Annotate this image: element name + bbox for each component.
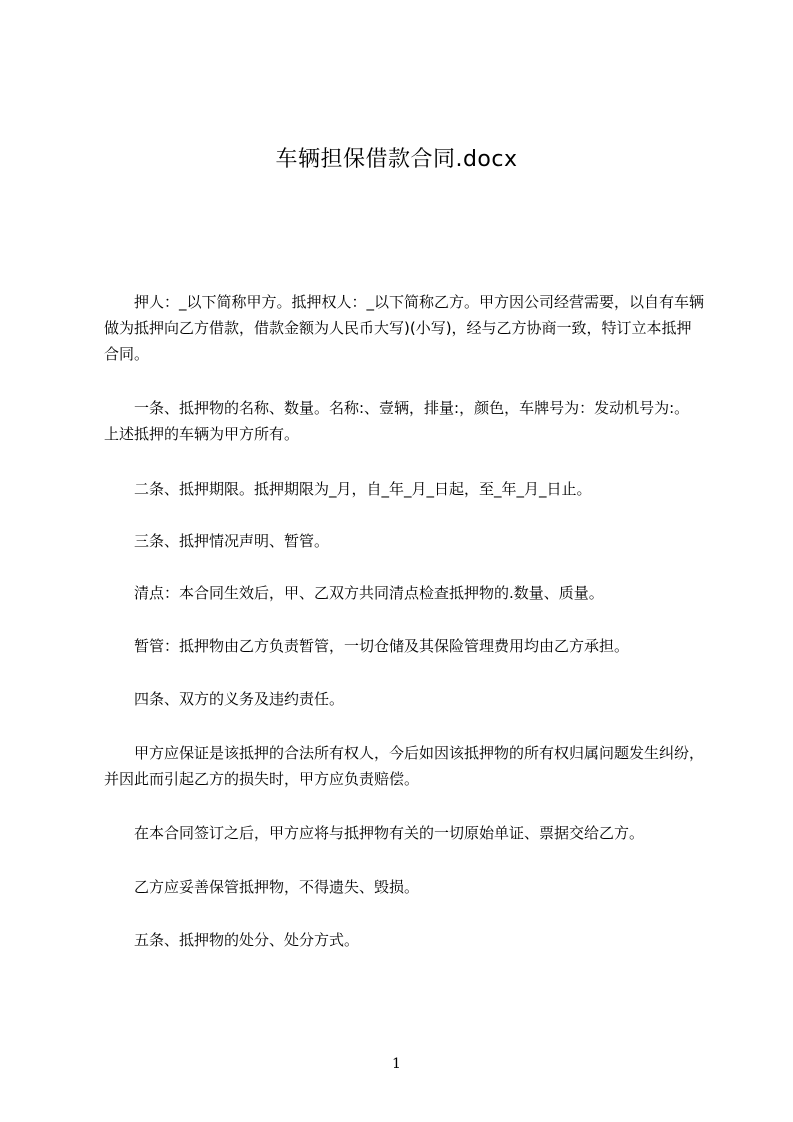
paragraph-documents-handover: 在本合同签订之后，甲方应将与抵押物有关的一切原始单证、票据交给乙方。 bbox=[104, 824, 645, 842]
paragraph-article-2: 二条、抵押期限。抵押期限为_月，自_年_月_日起，至_年_月_日止。 bbox=[104, 480, 592, 498]
paragraph-party-b-safekeeping: 乙方应妥善保管抵押物，不得遗失、毁损。 bbox=[104, 878, 420, 896]
paragraph-article-3: 三条、抵押情况声明、暂管。 bbox=[104, 532, 330, 550]
paragraph-article-4: 四条、双方的义务及违约责任。 bbox=[104, 690, 345, 708]
paragraph-party-a-guarantee: 甲方应保证是该抵押的合法所有权人，今后如因该抵押物的所有权归属问题发生纠纷，并因此而引起乙方的损失时，甲方应负责赔偿。 bbox=[104, 744, 705, 788]
paragraph-custody: 暂管：抵押物由乙方负责暂管，一切仓储及其保险管理费用均由乙方承担。 bbox=[104, 637, 630, 655]
page-number: 1 bbox=[392, 1056, 401, 1072]
document-title: 车辆担保借款合同.docx bbox=[275, 147, 518, 172]
paragraph-preamble: 押人：_以下简称甲方。抵押权人：_以下简称乙方。甲方因公司经营需要，以自有车辆做为抵押向乙方借款，借款金额为人民币大写)(小写)，经与乙方协商一致，特订立本抵押合同。 bbox=[104, 293, 705, 363]
paragraph-inventory: 清点：本合同生效后，甲、乙双方共同清点检查抵押物的.数量、质量。 bbox=[104, 584, 604, 602]
paragraph-article-1: 一条、抵押物的名称、数量。名称:、壹辆，排量:，颜色，车牌号为：发动机号为:。上述抵押的车辆为甲方所有。 bbox=[104, 399, 690, 443]
paragraph-article-5: 五条、抵押物的处分、处分方式。 bbox=[104, 931, 360, 949]
